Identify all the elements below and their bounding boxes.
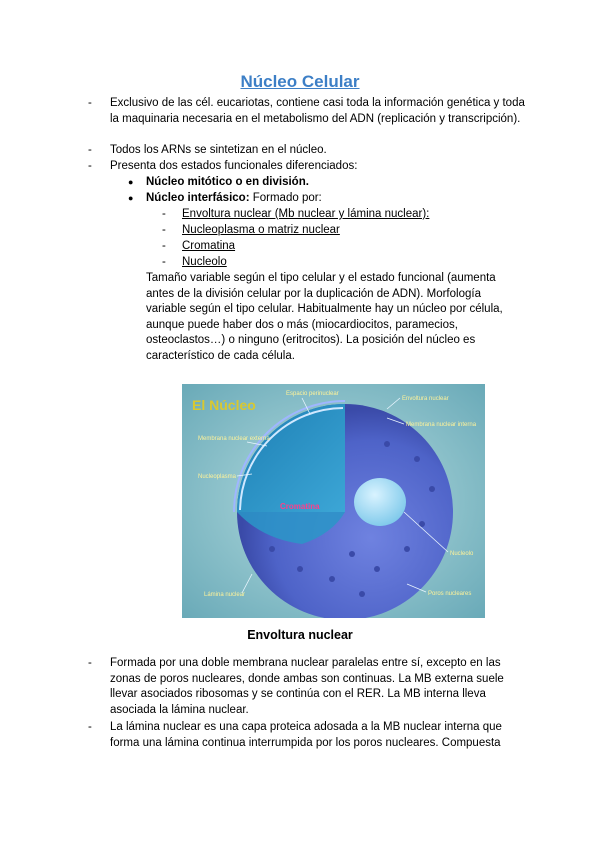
label-mem-interna: Membrana nuclear interna (406, 422, 477, 428)
pore (374, 566, 380, 572)
figure-title: El Núcleo (192, 397, 256, 413)
dash-marker: - (162, 240, 166, 252)
component-text: Cromatina (182, 240, 236, 252)
label-nucleoplasma: Nucleoplasma (198, 474, 237, 480)
nucleolo-shape (354, 478, 406, 526)
dash-marker: - (88, 721, 92, 733)
dash-marker: - (162, 224, 166, 236)
list-item-text: La lámina nuclear es una capa proteica adosada a la MB nuclear interna que forma una lámina continua interrumpida por los poros nucleares. Compuesta (110, 721, 502, 749)
component-text: Nucleoplasma o matriz nuclear (182, 224, 340, 236)
label-espacio: Espacio perinuclear (286, 391, 339, 397)
bullet-dot-icon: ● (128, 177, 134, 187)
dash-marker: - (162, 208, 166, 220)
pore (384, 441, 390, 447)
section-title: Envoltura nuclear (247, 628, 353, 642)
dash-marker: - (162, 256, 166, 268)
label-lamina: Lámina nuclear (204, 592, 246, 598)
list-item-text: Formada por una doble membrana nuclear paralelas entre sí, excepto en las zonas de poros nucleares, donde ambas son continuas. La MB externa suele llevar asociados ribosomas y se continúa con el RER. La MB interna lleva asociada la lámina nuclear. (110, 657, 504, 716)
pore (429, 486, 435, 492)
state-text: Formado por: (249, 192, 322, 204)
component-text: Nucleolo (182, 256, 227, 268)
dash-marker: - (88, 657, 92, 669)
page-title: Núcleo Celular (240, 72, 360, 91)
list-item-text: Presenta dos estados funcionales diferenciados: (110, 160, 358, 172)
label-poros: Poros nucleares (428, 591, 472, 597)
pore (297, 566, 303, 572)
pore (269, 546, 275, 552)
pore (404, 546, 410, 552)
dash-marker: - (88, 160, 92, 172)
pore (359, 591, 365, 597)
nucleolo-paragraph: Tamaño variable según el tipo celular y el estado funcional (aumenta antes de la división celular por la duplicación de ADN). Morfología variable según el tipo celular. Habitualmente hay un núcleo por célula, aunque puede haber dos o más (miocardiocitos, paramecios, osteoclastos…) o ninguno (eritrocitos). La posición del núcleo es característico de cada célula. (146, 272, 503, 362)
dash-marker: - (88, 144, 92, 156)
component-text: Envoltura nuclear (Mb nuclear y lámina nuclear): (182, 208, 430, 220)
pore (349, 551, 355, 557)
pore (329, 576, 335, 582)
nucleus-figure (182, 384, 485, 618)
label-mem-externa: Membrana nuclear externa (198, 436, 270, 442)
state-title: Núcleo interfásico: (146, 192, 250, 204)
list-item-text: Exclusivo de las cél. eucariotas, contiene casi toda la información genética y toda la maquinaria necesaria en el metabolismo del ADN (replicación y transcripción). (110, 97, 525, 125)
label-cromatina: Cromatina (280, 502, 320, 511)
dash-marker: - (88, 97, 92, 109)
list-item-text: Todos los ARNs se sintetizan en el núcleo. (110, 144, 327, 156)
label-envoltura: Envoltura nuclear (402, 396, 449, 402)
pore (414, 456, 420, 462)
label-nucleolo: Nucleolo (450, 551, 474, 557)
state-title: Núcleo mitótico o en división. (146, 176, 309, 188)
bullet-dot-icon: ● (128, 193, 134, 203)
